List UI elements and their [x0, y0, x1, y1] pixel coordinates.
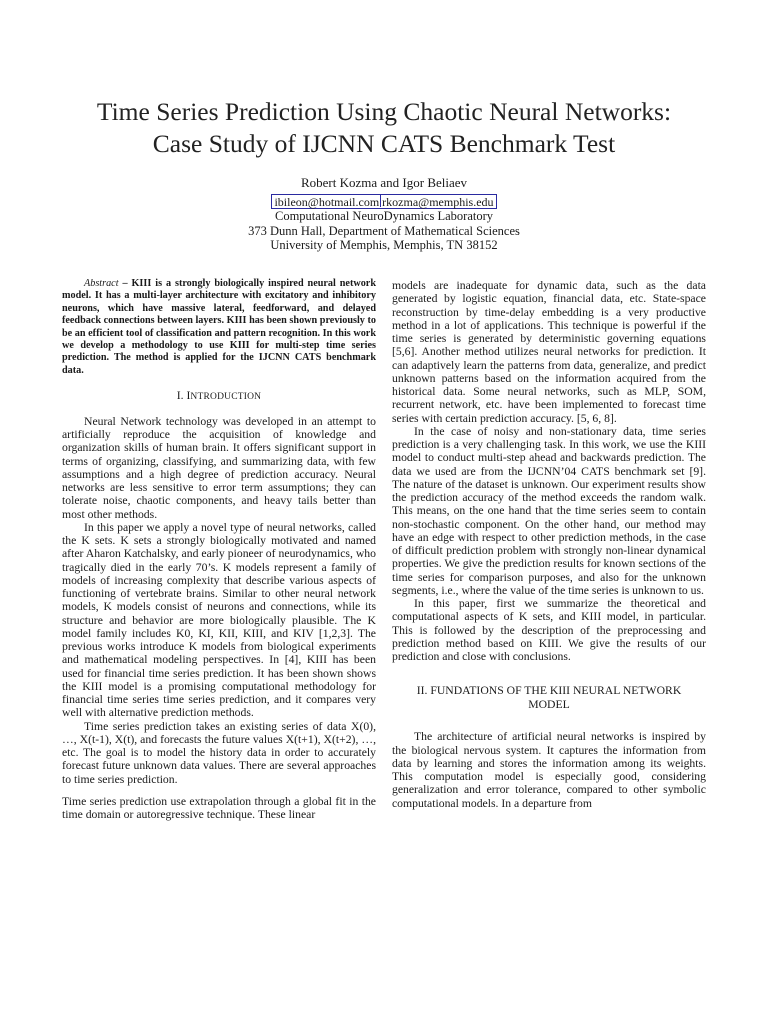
email-box [271, 194, 496, 209]
intro-paragraph-7: In this paper, first we summarize the theoretical and computational aspects of K sets, and KIII model, in particular. This is followed by the description of the preprocessing and prediction method based on KIII. We give the results of our prediction and close with conclusions. [392, 597, 706, 663]
email-link-1[interactable]: ibileon@hotmail.com [274, 194, 380, 209]
heading-gap [392, 721, 706, 730]
title-line-1: Time Series Prediction Using Chaotic Neural Networks: [96, 97, 672, 126]
intro-paragraph-6: In the case of noisy and non-stationary data, time series prediction is a very challenging task. In this work, we use the KIII model to conduct multi-step ahead and backwards prediction. The data we used are from the IJCNN’04 CATS benchmark set [9]. The nature of the dataset is unknown. Our experiment results show the prediction accuracy of the method exceeds the random walk. This means, on the one hand that the time series seem to contain non-stochastic component. On the other hand, our method may have an edge with respect to other prediction methods, in the case of difficult prediction problem with strongly non-linear dynamical properties. We give the prediction results for known sections of the time series for comparison purposes, and also for the unknown segments, i.e., where the value of the time series is unknown to us. [392, 424, 706, 597]
title-line-2: Case Study of IJCNN CATS Benchmark Test [152, 129, 616, 158]
section-2-heading-line-2: MODEL [528, 697, 570, 711]
email-link-2[interactable]: rkozma@memphis.edu [382, 194, 494, 209]
intro-paragraph-5: models are inadequate for dynamic data, such as the data generated by logistic equation, financial data, etc. State-space reconstruction by time-delay embedding is a very productive method in a lot of applications. This technique is powerful if the time series is generated by deterministic governing equations [5,6]. Another method utilizes neural networks for prediction. It can adaptively learn the patterns from data, generalize, and predict unknown patterns based on the information acquired from the historical data. Some neural networks, such as MLP, SOM, recurrent network, etc. have been implemented to forecast time series with certain prediction accuracy. [5, 6, 8]. [392, 279, 706, 425]
abstract-label: Abstract [84, 278, 119, 289]
section-2-paragraph-1: The architecture of artificial neural networks is inspired by the biological nervous system. It captures the information from data by learning and stores the information among its weights. This computation model is especially good, considering generalization and error tolerance, compared to other symbolic computational models. In a departure from [392, 730, 706, 810]
section-1-initial: I [186, 389, 191, 403]
section-2-heading-line-1: II. FUNDATIONS OF THE KIII NEURAL NETWORK [416, 684, 682, 698]
section-1-numeral: I. [176, 389, 187, 403]
section-1-heading [62, 389, 376, 405]
intro-paragraph-4: Time series prediction use extrapolation through a global fit in the time domain or autoregressive technique. These linear [62, 794, 376, 821]
author-block [0, 176, 768, 253]
section-1-title-rest: NTRODUCTION [190, 392, 262, 403]
right-column [392, 279, 706, 810]
intro-paragraph-2: In this paper we apply a novel type of neural networks, called the K sets. K sets a strongly biologically motivated and named after Aharon Katchalsky, and early pioneer of neurodynamics, who tragically died in the early 70’s. K models represent a family of models of increasing complexity that describe various aspects of functioning of vertebrate brains. Similar to other neural network models, K models consist of neurons and connections, while its structure and behavior are more biologically plausible. The K model family includes K0, KI, KII, KIII, and KIV [1,2,3]. The previous works introduce K models from biological experiments and mathematical modeling perspectives. In [4], KIII has been used for financial time series prediction. It has been shown shows the KIII model is a promising computational methodology for financial time series time series prediction, and it compares very well with alternative prediction methods. [62, 520, 376, 720]
left-column [62, 278, 376, 821]
abstract [62, 278, 376, 377]
affiliation-lab: Computational NeuroDynamics Laboratory [275, 209, 493, 224]
paper-title [40, 96, 728, 160]
intro-paragraph-1: Neural Network technology was developed in an attempt to artificially reproduce the acquisition of knowledge and organization skills of human brain. It offers significant support in terms of organizing, classifying, and summarizing data, with few assumptions and a high degree of prediction accuracy. Neural networks are less sensitive to error term assumptions; they can tolerate noise, chaotic components, and heavy tails better than most other methods. [62, 414, 376, 521]
author-names: Robert Kozma and Igor Beliaev [300, 175, 468, 190]
intro-paragraph-3: Time series prediction takes an existing series of data X(0), …, X(t-1), X(t), and forecasts the future values X(t+1), X(t+2), …, etc. The goal is to model the history data in order to accurately forecast future unknown data values. There are several approaches to time series prediction. [62, 719, 376, 786]
affiliation-department: 373 Dunn Hall, Department of Mathematical Sciences [248, 223, 520, 238]
affiliation-university: University of Memphis, Memphis, TN 38152 [270, 238, 498, 253]
abstract-text: – KIII is a strongly biologically inspired neural network model. It has a multi-layer architecture with excitatory and inhibitory neurons, which have massive lateral, feedforward, and delayed feedback connections between layers. KIII has been shown previously to be an efficient tool of classification and pattern recognition. In this work we develop a methodology to use KIII for multi-step time series prediction. The method is applied for the IJCNN CATS benchmark data. [62, 278, 376, 376]
paragraph-gap [62, 786, 376, 795]
email-line [0, 194, 768, 210]
section-gap [392, 663, 706, 672]
section-2-heading [392, 684, 706, 711]
